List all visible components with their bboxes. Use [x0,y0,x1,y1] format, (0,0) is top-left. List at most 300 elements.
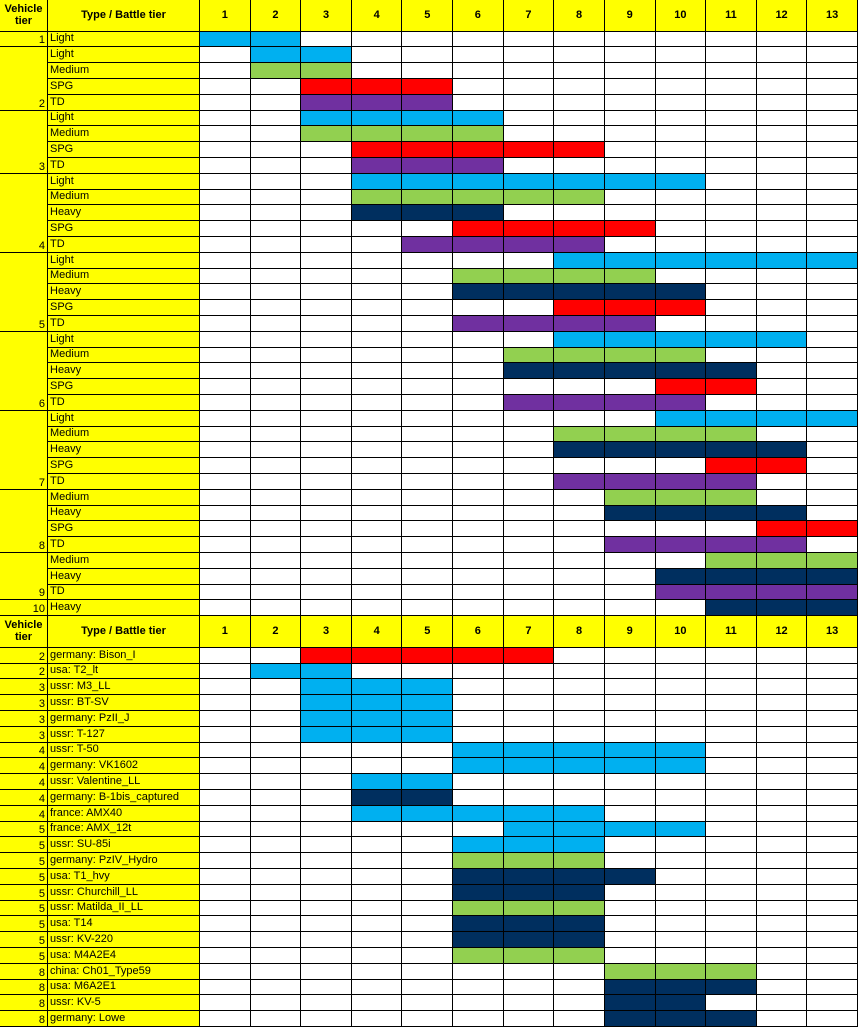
grid-cell [352,853,403,869]
battle-tier-fill [504,822,555,838]
vehicle-type-label: Light [48,253,200,269]
battle-tier-fill [605,490,656,506]
grid-cell [200,126,251,142]
grid-cell [200,332,251,348]
vehicle-tier-cell: 3 [0,679,48,695]
grid-cell [554,585,605,601]
grid-cell [757,964,808,980]
battle-tier-fill [504,648,555,664]
vehicle-tier-cell: 5 [0,948,48,964]
grid-cell [757,743,808,759]
grid-cell [402,980,453,996]
grid-cell [656,664,707,680]
grid-cell [251,679,302,695]
grid-cell [706,174,757,190]
vehicle-tier-cell: 5 [0,901,48,917]
battle-tier-fill [656,980,707,996]
grid-cell [352,822,403,838]
battle-tier-fill [706,585,757,601]
vehicle-type-label: Medium [48,553,200,569]
grid-cell [656,806,707,822]
grid-cell [301,269,352,285]
battle-tier-fill [807,411,858,427]
grid-cell [554,79,605,95]
battle-tier-fill [504,221,555,237]
grid-cell [504,1011,555,1027]
battle-tier-fill [656,490,707,506]
vehicle-name-label: usa: T14 [48,916,200,932]
battle-tier-fill [402,126,453,142]
grid-cell [352,63,403,79]
grid-cell [554,553,605,569]
grid-cell [200,79,251,95]
grid-cell [656,932,707,948]
grid-cell [656,458,707,474]
grid-cell [757,300,808,316]
grid-cell [453,790,504,806]
vehicle-name-label: ussr: T-50 [48,743,200,759]
battle-tier-header: 11 [706,0,757,32]
battle-tier-fill [453,758,504,774]
grid-cell [807,916,858,932]
battle-tier-fill [453,901,504,917]
type-battle-tier-header: Type / Battle tier [48,0,200,32]
grid-cell [757,758,808,774]
grid-cell [504,32,555,48]
grid-cell [352,458,403,474]
grid-cell [301,901,352,917]
grid-cell [656,79,707,95]
grid-cell [656,711,707,727]
grid-cell [301,1011,352,1027]
grid-cell [402,569,453,585]
vehicle-name-label: france: AMX40 [48,806,200,822]
grid-cell [656,916,707,932]
grid-cell [453,458,504,474]
grid-cell [605,126,656,142]
battle-tier-fill [453,142,504,158]
battle-tier-fill [453,174,504,190]
grid-cell [251,743,302,759]
grid-cell [757,221,808,237]
grid-cell [757,695,808,711]
grid-cell [807,774,858,790]
battle-tier-fill [605,743,656,759]
grid-cell [352,916,403,932]
battle-tier-fill [352,126,403,142]
grid-cell [251,142,302,158]
grid-cell [807,1011,858,1027]
vehicle-type-label: Heavy [48,569,200,585]
battle-tier-fill [554,837,605,853]
battle-tier-fill [402,711,453,727]
vehicle-tier-cell: 5 [0,853,48,869]
battle-tier-fill [554,174,605,190]
grid-cell [200,585,251,601]
battle-tier-fill [251,47,302,63]
grid-cell [656,205,707,221]
grid-cell [757,316,808,332]
battle-tier-header: 3 [301,616,352,648]
grid-cell [706,111,757,127]
battle-tier-fill [453,284,504,300]
grid-cell [807,363,858,379]
grid-cell [605,664,656,680]
grid-cell [807,837,858,853]
vehicle-tier-header: Vehicle tier [0,0,48,32]
battle-tier-fill [757,411,808,427]
vehicle-tier-cell: 3 [0,111,48,174]
battle-tier-fill [605,174,656,190]
grid-cell [453,553,504,569]
grid-cell [402,901,453,917]
vehicle-type-label: Heavy [48,205,200,221]
grid-cell [402,474,453,490]
grid-cell [605,47,656,63]
battle-tier-fill [453,316,504,332]
grid-cell [706,995,757,1011]
grid-cell [554,774,605,790]
grid-cell [453,822,504,838]
grid-cell [301,822,352,838]
battle-tier-fill [402,142,453,158]
grid-cell [251,695,302,711]
grid-cell [757,174,808,190]
battle-tier-fill [402,205,453,221]
grid-cell [200,600,251,616]
grid-cell [757,190,808,206]
battle-tier-fill [402,190,453,206]
battle-tier-fill [656,569,707,585]
battle-tier-fill [301,695,352,711]
battle-tier-header: 2 [251,0,302,32]
grid-cell [251,427,302,443]
grid-cell [757,348,808,364]
grid-cell [605,411,656,427]
grid-cell [757,95,808,111]
grid-cell [504,158,555,174]
grid-cell [453,427,504,443]
battle-tier-fill [352,79,403,95]
grid-cell [757,158,808,174]
battle-tier-fill [656,442,707,458]
grid-cell [605,932,656,948]
grid-cell [352,758,403,774]
battle-tier-fill [504,901,555,917]
battle-tier-fill [706,1011,757,1027]
grid-cell [807,32,858,48]
vehicle-tier-cell: 4 [0,758,48,774]
grid-cell [554,126,605,142]
battle-tier-fill [706,458,757,474]
grid-cell [453,395,504,411]
grid-cell [200,316,251,332]
grid-cell [504,490,555,506]
grid-cell [200,711,251,727]
grid-cell [200,853,251,869]
grid-cell [656,237,707,253]
vehicle-tier-cell: 8 [0,995,48,1011]
grid-cell [200,111,251,127]
vehicle-tier-cell: 8 [0,1011,48,1027]
grid-cell [402,1011,453,1027]
grid-cell [807,537,858,553]
battle-tier-fill [453,237,504,253]
grid-cell [402,300,453,316]
grid-cell [706,711,757,727]
battle-tier-fill [352,679,403,695]
grid-cell [453,585,504,601]
vehicle-name-label: usa: M6A2E1 [48,980,200,996]
grid-cell [352,442,403,458]
battle-tier-fill [605,284,656,300]
battle-tier-fill [352,727,403,743]
grid-cell [807,63,858,79]
grid-cell [504,126,555,142]
battle-tier-fill [706,442,757,458]
grid-cell [656,142,707,158]
battle-tier-fill [453,158,504,174]
battle-tier-fill [656,300,707,316]
grid-cell [301,395,352,411]
grid-cell [504,47,555,63]
battle-tier-fill [605,300,656,316]
grid-cell [504,569,555,585]
battle-tier-fill [605,253,656,269]
vehicle-type-label: TD [48,395,200,411]
battle-tier-header: 6 [453,0,504,32]
battle-tier-fill [656,1011,707,1027]
grid-cell [807,758,858,774]
grid-cell [402,284,453,300]
battle-tier-fill [554,395,605,411]
battle-tier-fill [453,885,504,901]
grid-cell [656,600,707,616]
grid-cell [453,63,504,79]
grid-cell [251,474,302,490]
grid-cell [554,47,605,63]
battle-tier-fill [554,758,605,774]
grid-cell [402,837,453,853]
battle-tier-fill [453,126,504,142]
vehicle-name-label: usa: T1_hvy [48,869,200,885]
battle-tier-fill [453,916,504,932]
grid-cell [757,32,808,48]
grid-cell [352,332,403,348]
grid-cell [453,569,504,585]
grid-cell [807,395,858,411]
battle-tier-fill [554,142,605,158]
grid-cell [605,711,656,727]
grid-cell [554,506,605,522]
battle-tier-fill [554,916,605,932]
battle-tier-fill [301,648,352,664]
grid-cell [251,253,302,269]
battle-tier-fill [402,158,453,174]
grid-cell [352,269,403,285]
battle-tier-header: 10 [656,616,707,648]
grid-cell [706,205,757,221]
grid-cell [402,348,453,364]
grid-cell [504,727,555,743]
vehicle-tier-cell: 9 [0,553,48,600]
battle-tier-fill [352,174,403,190]
vehicle-type-label: SPG [48,142,200,158]
grid-cell [301,853,352,869]
vehicle-tier-cell: 4 [0,790,48,806]
grid-cell [200,348,251,364]
grid-cell [807,284,858,300]
grid-cell [301,585,352,601]
grid-cell [605,95,656,111]
grid-cell [251,806,302,822]
grid-cell [402,853,453,869]
grid-cell [402,32,453,48]
grid-cell [301,332,352,348]
grid-cell [656,790,707,806]
grid-cell [554,600,605,616]
grid-cell [807,237,858,253]
battle-tier-fill [453,221,504,237]
grid-cell [301,205,352,221]
grid-cell [656,269,707,285]
grid-cell [453,490,504,506]
battle-tier-fill [656,585,707,601]
grid-cell [251,980,302,996]
grid-cell [757,648,808,664]
battle-tier-header: 8 [554,616,605,648]
grid-cell [402,458,453,474]
grid-cell [251,442,302,458]
battle-tier-fill [301,79,352,95]
battle-tier-fill [301,664,352,680]
grid-cell [504,774,555,790]
grid-cell [251,332,302,348]
grid-cell [706,837,757,853]
grid-cell [757,916,808,932]
grid-cell [251,600,302,616]
grid-cell [554,379,605,395]
grid-cell [504,521,555,537]
grid-cell [352,506,403,522]
grid-cell [656,95,707,111]
grid-cell [200,411,251,427]
battle-tier-fill [352,111,403,127]
battle-tier-fill [504,869,555,885]
battle-tier-fill [554,221,605,237]
grid-cell [656,111,707,127]
battle-tier-fill [200,32,251,48]
grid-cell [200,727,251,743]
grid-cell [807,427,858,443]
grid-cell [200,758,251,774]
battle-tier-fill [605,995,656,1011]
grid-cell [200,964,251,980]
battle-tier-header: 13 [807,616,858,648]
vehicle-name-label: ussr: Valentine_LL [48,774,200,790]
battle-tier-fill [656,411,707,427]
grid-cell [706,32,757,48]
grid-cell [706,774,757,790]
vehicle-type-label: SPG [48,300,200,316]
battle-tier-fill [656,427,707,443]
grid-cell [200,916,251,932]
grid-cell [251,585,302,601]
vehicle-type-label: Light [48,111,200,127]
vehicle-tier-cell: 1 [0,32,48,48]
grid-cell [504,553,555,569]
grid-cell [453,1011,504,1027]
grid-cell [807,316,858,332]
vehicle-type-label: Heavy [48,600,200,616]
battle-tier-fill [402,79,453,95]
battle-tier-header: 7 [504,616,555,648]
grid-cell [605,901,656,917]
battle-tier-fill [554,237,605,253]
grid-cell [757,284,808,300]
grid-cell [706,869,757,885]
grid-cell [605,600,656,616]
grid-cell [807,980,858,996]
battle-tier-fill [605,427,656,443]
battle-tier-fill [656,743,707,759]
grid-cell [301,458,352,474]
grid-cell [352,980,403,996]
grid-cell [605,569,656,585]
grid-cell [352,300,403,316]
grid-cell [656,901,707,917]
grid-cell [757,142,808,158]
grid-cell [301,32,352,48]
grid-cell [504,585,555,601]
grid-cell [251,158,302,174]
grid-cell [200,190,251,206]
grid-cell [605,916,656,932]
grid-cell [504,980,555,996]
vehicle-tier-cell: 2 [0,648,48,664]
grid-cell [504,442,555,458]
battle-tier-header: 1 [200,616,251,648]
grid-cell [554,158,605,174]
grid-cell [757,679,808,695]
grid-cell [251,758,302,774]
grid-cell [251,348,302,364]
vehicle-tier-cell: 5 [0,916,48,932]
vehicle-name-label: ussr: Matilda_II_LL [48,901,200,917]
grid-cell [807,490,858,506]
battle-tier-fill [656,348,707,364]
battle-tier-fill [656,474,707,490]
grid-cell [453,995,504,1011]
grid-cell [807,790,858,806]
grid-cell [807,174,858,190]
grid-cell [757,948,808,964]
battle-tier-fill [352,95,403,111]
grid-cell [402,995,453,1011]
grid-cell [251,648,302,664]
grid-cell [352,837,403,853]
grid-cell [402,506,453,522]
grid-cell [706,916,757,932]
grid-cell [352,395,403,411]
battle-tier-fill [656,284,707,300]
vehicle-name-label: germany: VK1602 [48,758,200,774]
grid-cell [301,837,352,853]
grid-cell [200,47,251,63]
grid-cell [352,32,403,48]
vehicle-name-label: france: AMX_12t [48,822,200,838]
grid-cell [251,916,302,932]
